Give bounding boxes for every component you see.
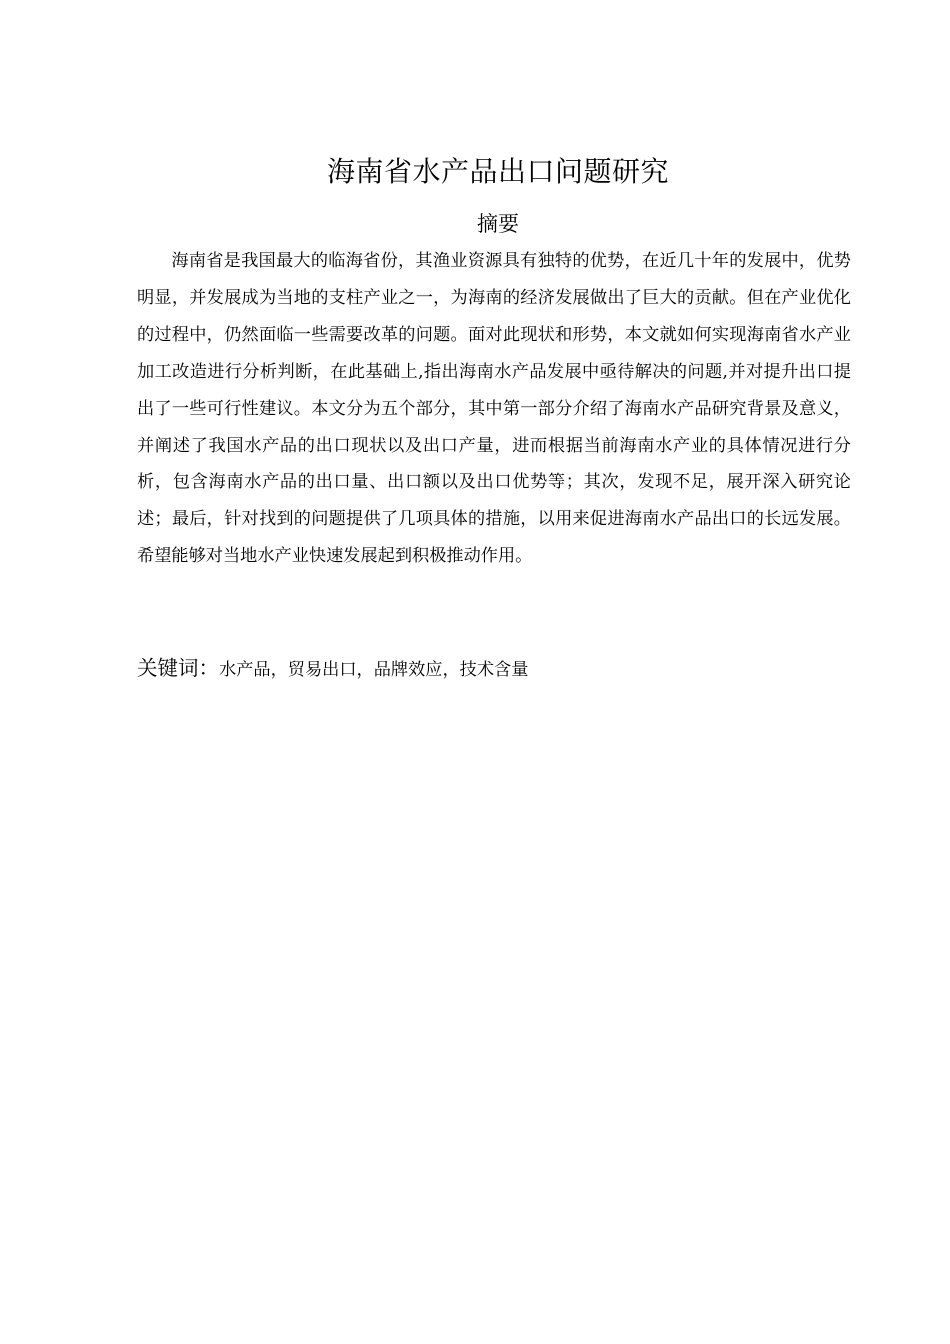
keywords-label: 关键词： <box>137 656 219 680</box>
document-title: 海南省水产品出口问题研究 <box>326 155 669 188</box>
keywords-line <box>137 650 851 689</box>
abstract-body: 海南省是我国最大的临海省份，其渔业资源具有独特的优势，在近几十年的发展中，优势明显，并发展成为当地的支柱产业之一，为海南的经济发展做出了巨大的贡献。但在产业优化的过程中，仍然面临一些需要改革的问题。面对此现状和形势，本文就如何实现海南省水产业加工改造进行分析判断，在此基础上,指出海南水产品发展中亟待解决的问题,并对提升出口提出了一些可行性建议。本文分为五个部分，其中第一部分介绍了海南水产品研究背景及意义，并阐述了我国水产品的出口现状以及出口产量，进而根据当前海南水产业的具体情况进行分析，包含海南水产品的出口量、出口额以及出口优势等；其次，发现不足，展开深入研究论述；最后，针对找到的问题提供了几项具体的措施，以用来促进海南水产品出口的长远发展。希望能够对当地水产业快速发展起到积极推动作用。 <box>137 251 851 567</box>
abstract-heading: 摘要 <box>477 212 519 236</box>
keywords-text: 水产品，贸易出口，品牌效应，技术含量 <box>219 660 529 680</box>
